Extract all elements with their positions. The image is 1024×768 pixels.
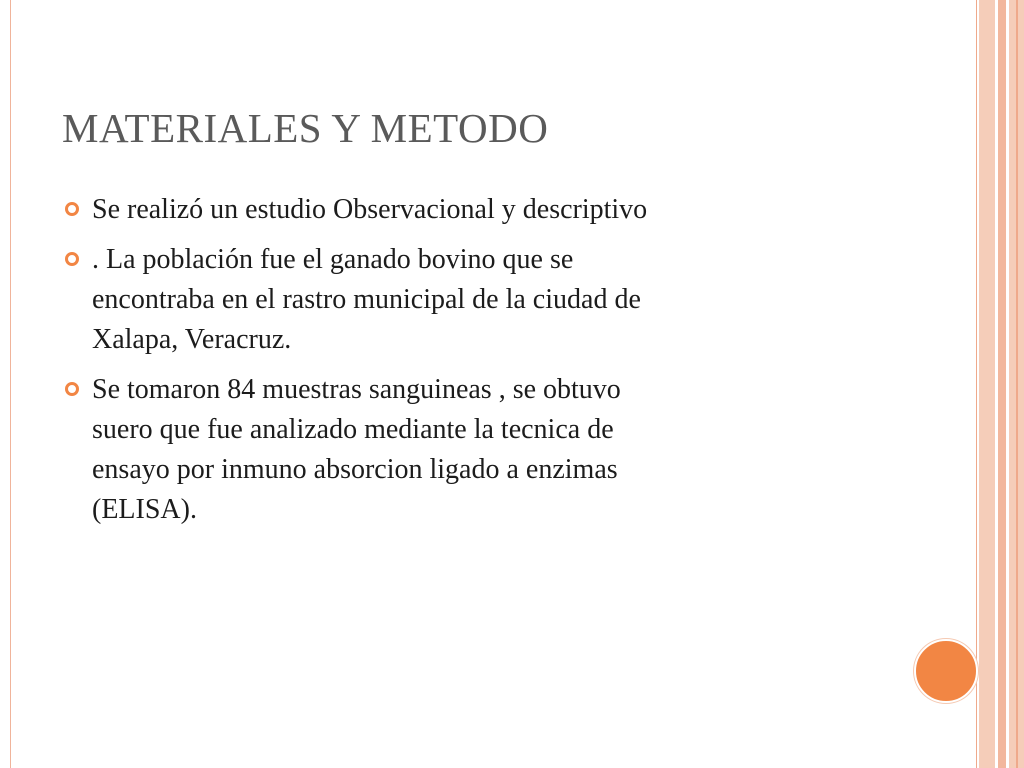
- left-border-line: [10, 0, 11, 768]
- stripe: [976, 0, 977, 768]
- ring-bullet-icon: [64, 381, 80, 397]
- stripe: [1016, 0, 1018, 768]
- slide-title: MATERIALES Y METODO: [62, 105, 549, 151]
- bullet-text: Se realizó un estudio Observacional y descriptivo: [92, 194, 648, 225]
- right-decorative-stripes: [976, 0, 1024, 768]
- bullet-text: Se tomaron 84 muestras sanguineas , se obtuvo suero que fue analizado mediante la tecnica de ensayo por inmuno absorcion ligado a enzimas (ELISA).: [92, 374, 621, 525]
- ring-bullet-icon: [64, 201, 80, 217]
- stripe: [979, 0, 995, 768]
- stripe: [995, 0, 996, 768]
- bullet-list: [62, 190, 862, 540]
- bullet-item: [62, 240, 862, 360]
- bullet-item: [62, 370, 862, 530]
- orange-circle-decoration: [914, 639, 978, 703]
- stripe: [998, 0, 1006, 768]
- bullet-item: [62, 190, 862, 230]
- stripe: [1007, 0, 1008, 768]
- ring-bullet-icon: [64, 251, 80, 267]
- bullet-text: . La población fue el ganado bovino que se encontraba en el rastro municipal de la ciudad de Xalapa, Veracruz.: [92, 244, 641, 355]
